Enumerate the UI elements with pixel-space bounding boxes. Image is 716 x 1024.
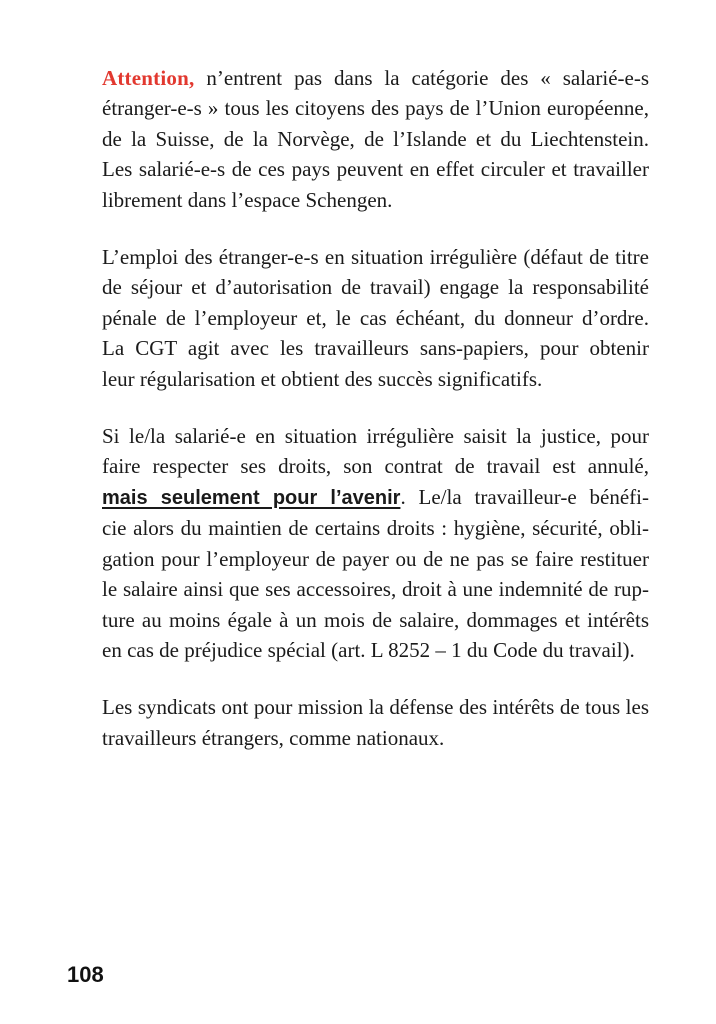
paragraph-line: La CGT agit avec les travailleurs sans-papiers, pour obtenir: [102, 336, 649, 361]
paragraph-line: cie alors du maintien de certains droits : hygiène, sécurité, obli-: [102, 516, 649, 541]
paragraph-line: Si le/la salarié-e en situation irrégulière saisit la justice, pour: [102, 424, 649, 449]
attention-label: Attention,: [102, 66, 195, 90]
emphasis-text: mais seulement pour l’avenir: [102, 486, 401, 509]
paragraph-line: de séjour et d’autorisation de travail) engage la responsabilité: [102, 275, 649, 300]
paragraph-line: de la Suisse, de la Norvège, de l’Islande et du Liechtenstein.: [102, 126, 649, 151]
paragraph-line: [102, 63, 649, 93]
paragraph-unions: [102, 692, 649, 753]
paragraph-line: gation pour l’employeur de payer ou de ne pas se faire restituer: [102, 546, 649, 571]
paragraph-text: n’entrent pas dans la catégorie des « salarié-e-s: [194, 66, 649, 90]
paragraph-line: étranger-e-s » tous les citoyens des pays de l’Union européenne,: [102, 96, 649, 121]
paragraph-line: Les syndicats ont pour mission la défense des intérêts de tous les: [102, 695, 649, 720]
paragraph-attention: [102, 63, 649, 215]
paragraph-justice: [102, 421, 649, 665]
paragraph-line: travailleurs étrangers, comme nationaux.: [102, 725, 445, 750]
paragraph-line: Les salarié-e-s de ces pays peuvent en effet circuler et travailler: [102, 157, 649, 182]
page-body: [102, 63, 649, 780]
paragraph-line: pénale de l’employeur et, le cas échéant, du donneur d’ordre.: [102, 305, 649, 330]
paragraph-line: leur régularisation et obtient des succès significatifs.: [102, 366, 543, 391]
paragraph-line: faire respecter ses droits, son contrat de travail est annulé,: [102, 454, 649, 479]
paragraph-line: librement dans l’espace Schengen.: [102, 187, 393, 212]
page-number: 108: [67, 962, 104, 987]
paragraph-line: [102, 482, 649, 513]
paragraph-line: L’emploi des étranger-e-s en situation irrégulière (défaut de titre: [102, 245, 649, 270]
paragraph-employment: [102, 242, 649, 394]
paragraph-line: en cas de préjudice spécial (art. L 8252 – 1 du Code du travail).: [102, 637, 635, 662]
paragraph-line: le salaire ainsi que ses accessoires, droit à une indemnité de rup-: [102, 577, 649, 602]
paragraph-text: . Le/la travailleur-e bénéfi-: [400, 484, 649, 509]
paragraph-line: ture au moins égale à un mois de salaire, dommages et intérêts: [102, 607, 649, 632]
